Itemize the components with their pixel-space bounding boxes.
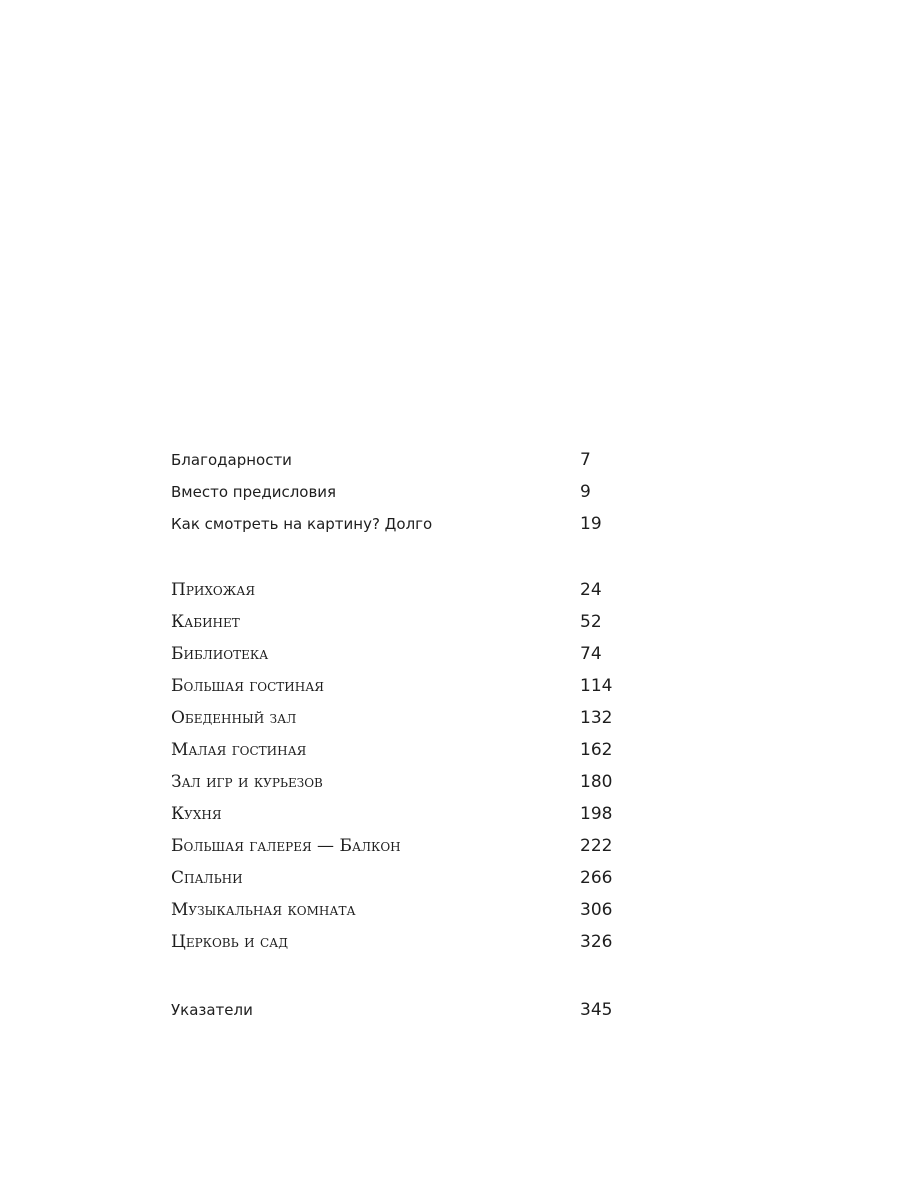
- toc-chapter-page: 52: [580, 612, 602, 632]
- toc-entry: [171, 513, 631, 545]
- toc-chapter: [171, 739, 631, 771]
- toc-chapter-page: 266: [580, 868, 613, 888]
- toc-chapter: [171, 867, 631, 899]
- toc-chapter-page: 114: [580, 676, 613, 696]
- toc-chapter-title: Большая гостиная: [171, 676, 324, 696]
- toc-chapter-title: Обеденный зал: [171, 708, 297, 728]
- toc-chapter-page: 222: [580, 836, 613, 856]
- toc-back-matter: [171, 999, 631, 1031]
- toc-chapter-page: 132: [580, 708, 613, 728]
- toc-chapter-title: Малая гостиная: [171, 740, 307, 760]
- toc-chapter: [171, 579, 631, 611]
- toc-entry-page: 7: [580, 450, 591, 470]
- table-of-contents: [171, 449, 631, 1031]
- toc-chapter-title: Кухня: [171, 804, 222, 824]
- toc-chapter: [171, 771, 631, 803]
- toc-entry-page: 345: [580, 1000, 613, 1020]
- toc-entry: [171, 481, 631, 513]
- toc-chapter-title: Большая галерея — Балкон: [171, 836, 401, 856]
- toc-chapter-page: 162: [580, 740, 613, 760]
- toc-chapter-page: 74: [580, 644, 602, 664]
- toc-chapter: [171, 675, 631, 707]
- toc-chapter-title: Музыкальная комната: [171, 900, 356, 920]
- toc-entry-title: Указатели: [171, 1001, 253, 1019]
- toc-entry: [171, 449, 631, 481]
- toc-chapter-title: Церковь и сад: [171, 932, 288, 952]
- toc-chapter-page: 326: [580, 932, 613, 952]
- toc-entry: [171, 999, 631, 1031]
- toc-chapter: [171, 643, 631, 675]
- toc-chapter: [171, 931, 631, 963]
- toc-chapter: [171, 611, 631, 643]
- toc-entry-title: Вместо предисловия: [171, 483, 337, 501]
- toc-chapter-title: Прихожая: [171, 580, 256, 600]
- toc-front-matter: [171, 449, 631, 545]
- toc-chapter-page: 180: [580, 772, 613, 792]
- toc-chapter: [171, 899, 631, 931]
- toc-chapter-title: Спальни: [171, 868, 243, 888]
- toc-entry-page: 9: [580, 482, 591, 502]
- toc-chapter-title: Библиотека: [171, 644, 269, 664]
- toc-chapter: [171, 835, 631, 867]
- toc-chapter-page: 306: [580, 900, 613, 920]
- toc-chapters: [171, 579, 631, 963]
- toc-chapter-page: 198: [580, 804, 613, 824]
- toc-chapter-title: Зал игр и курьезов: [171, 772, 323, 792]
- toc-entry-title: Благодарности: [171, 451, 292, 469]
- toc-chapter-page: 24: [580, 580, 602, 600]
- toc-entry-page: 19: [580, 514, 602, 534]
- toc-entry-title: Как смотреть на картину? Долго: [171, 515, 433, 533]
- toc-chapter-title: Кабинет: [171, 612, 240, 632]
- toc-chapter: [171, 707, 631, 739]
- toc-chapter: [171, 803, 631, 835]
